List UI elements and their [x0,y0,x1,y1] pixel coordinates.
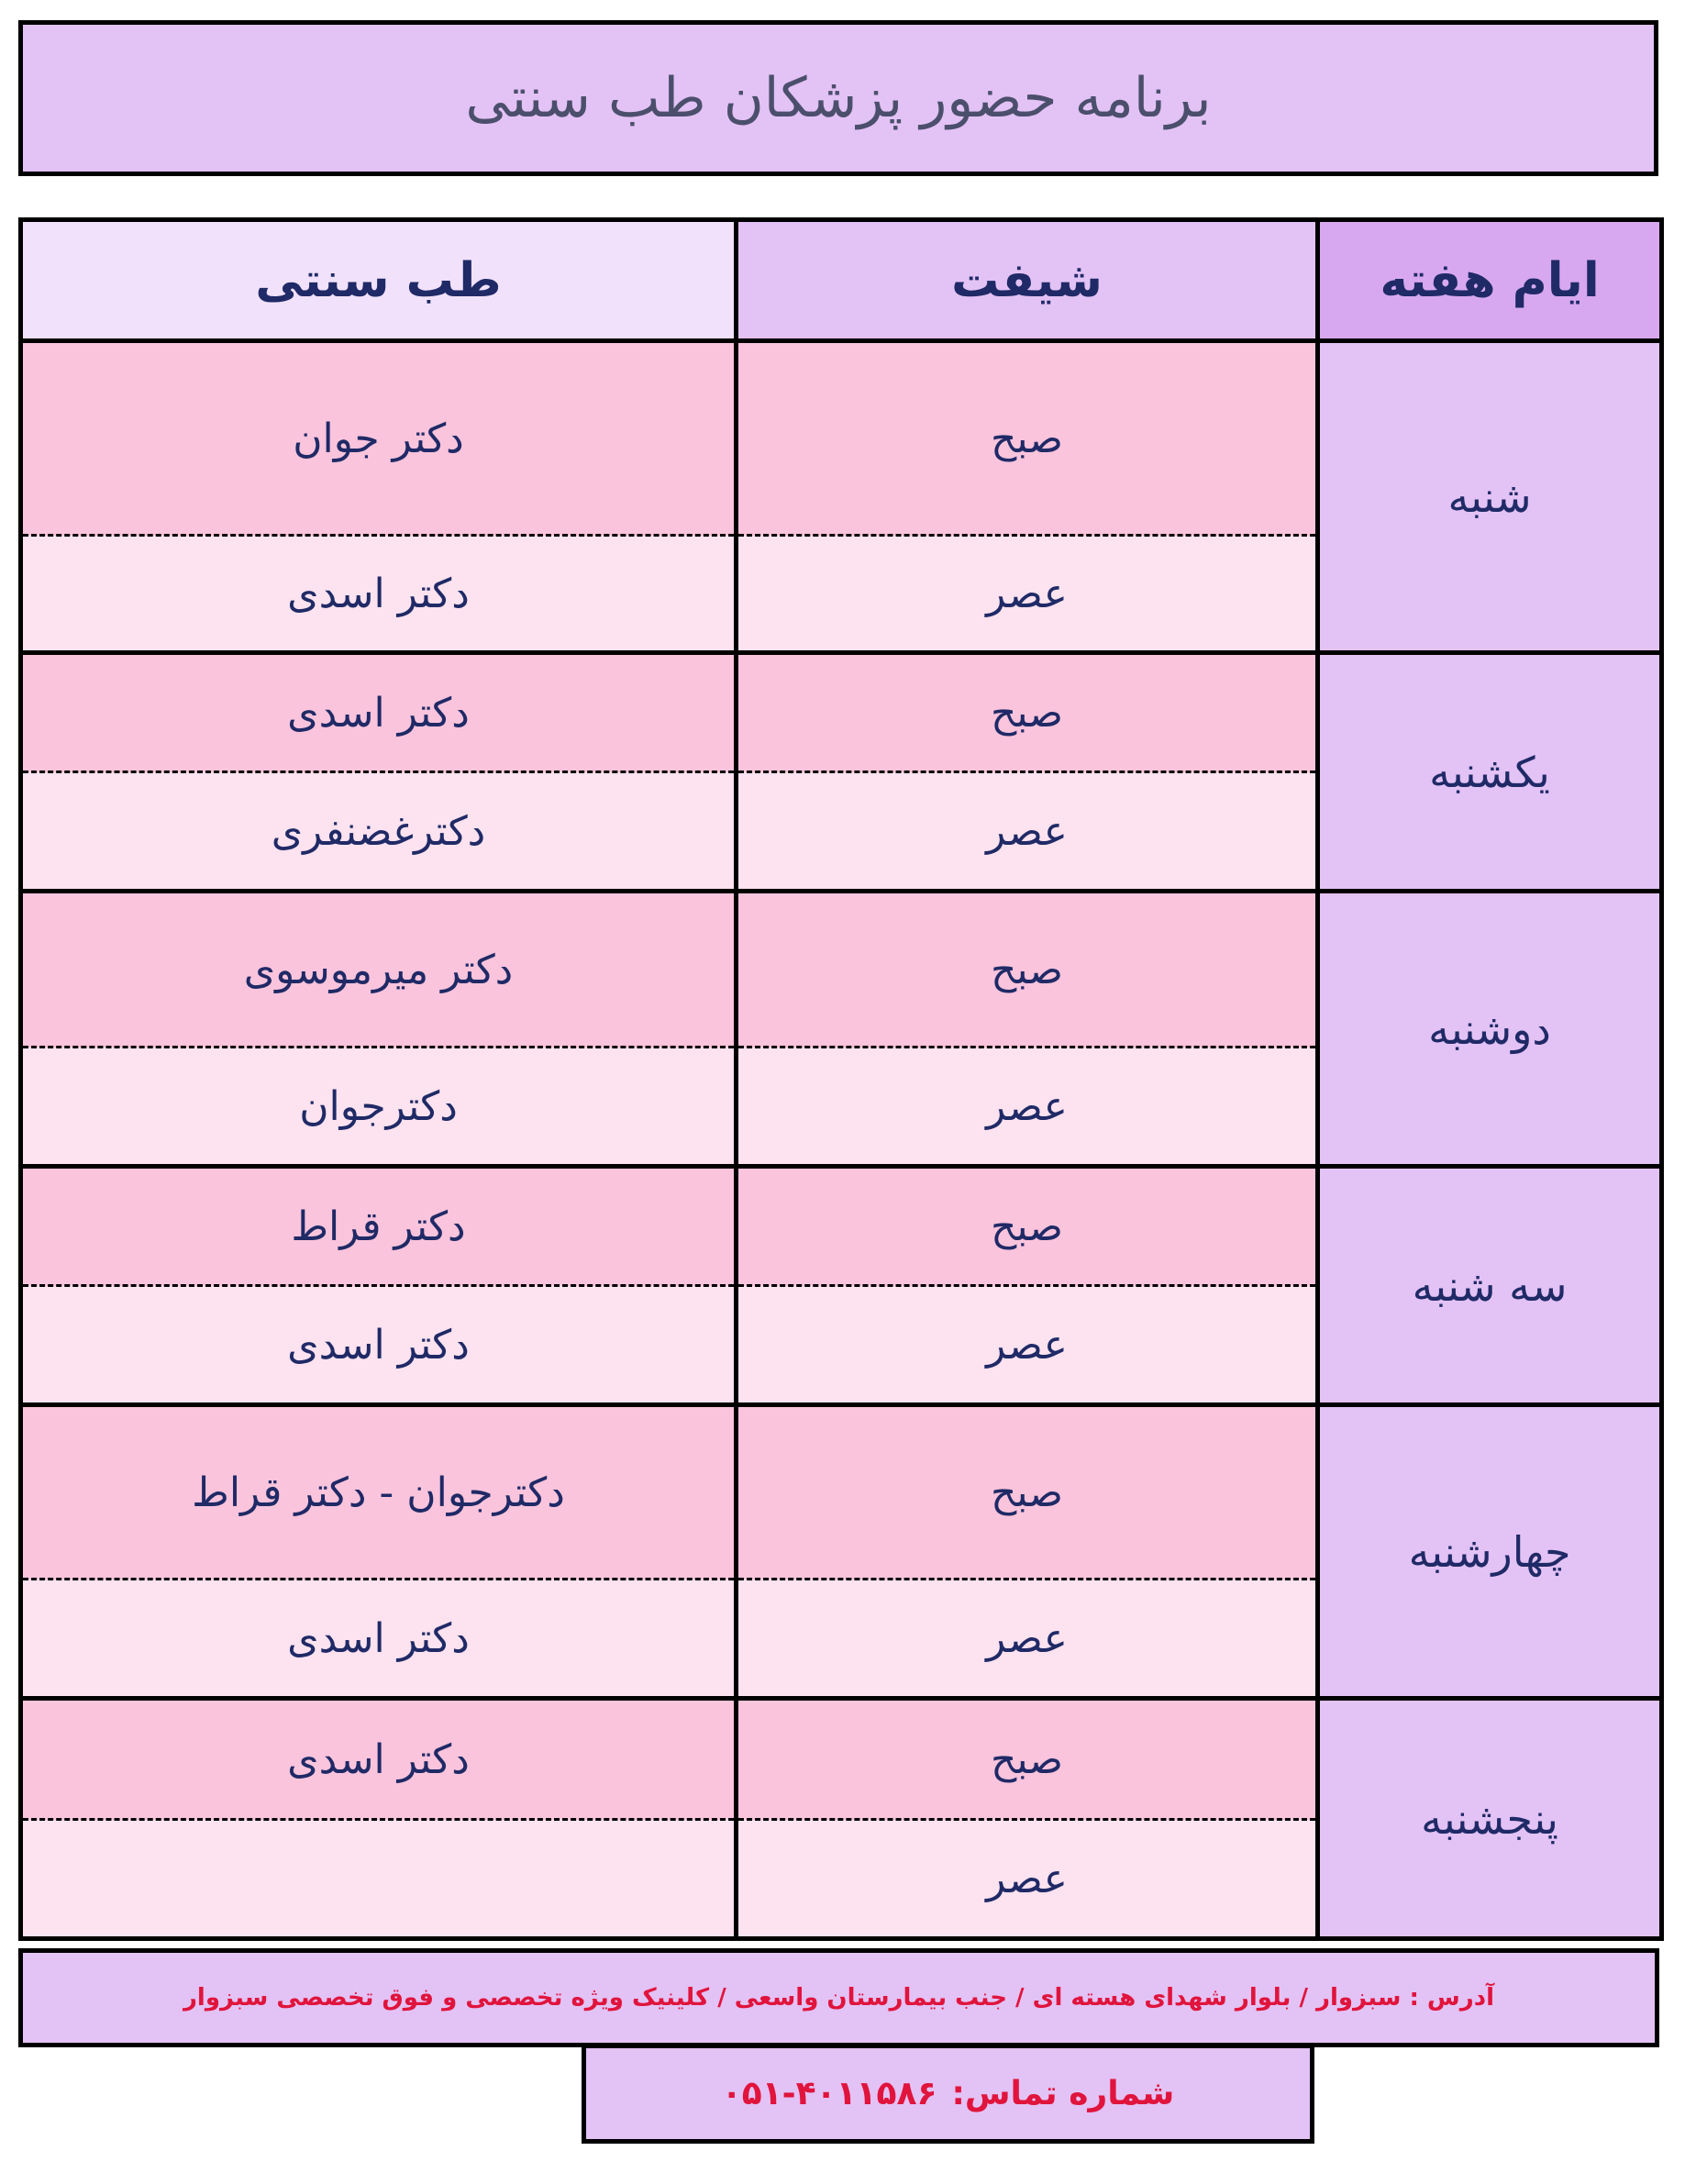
day-cell: شنبه [1318,341,1662,653]
address-text: آدرس : سبزوار / بلوار شهدای هسته ای / جنب بیمارستان واسعی / کلینیک ویژه تخصصی و فوق تخصصی سبزوار [183,1984,1495,2012]
schedule-table [18,217,1664,1941]
doctor-cell: دکترغضنفری [21,772,737,892]
contact-number[interactable]: ۰۵۱-۴۰۱۱۵۸۶ [721,2075,937,2112]
doctor-cell: دکتر اسدی [21,1286,737,1405]
shift-cell: صبح [737,1405,1318,1580]
header-shift: شیفت [737,220,1318,341]
shift-cell: صبح [737,653,1318,772]
contact-label: شماره تماس: [951,2075,1175,2112]
doctor-cell: دکتر اسدی [21,1580,737,1699]
doctor-cell [21,1820,737,1939]
shift-cell: عصر [737,1048,1318,1167]
day-cell: یکشنبه [1318,653,1662,892]
doctor-cell: دکتر اسدی [21,1699,737,1820]
day-cell: دوشنبه [1318,892,1662,1167]
header-row [21,220,1662,341]
table-row [21,892,1662,1048]
doctor-cell: دکتر قراط [21,1167,737,1286]
table-row [21,1167,1662,1286]
header-day: ایام هفته [1318,220,1662,341]
page-title-box [18,20,1658,176]
day-cell: پنجشنبه [1318,1699,1662,1939]
day-cell: سه شنبه [1318,1167,1662,1405]
address-box [18,1948,1659,2047]
doctor-cell: دکتر اسدی [21,536,737,653]
doctor-cell: دکترجوان [21,1048,737,1167]
doctor-cell: دکترجوان - دکتر قراط [21,1405,737,1580]
page-title: برنامه حضور پزشکان طب سنتی [465,66,1212,130]
contact-box [582,2044,1314,2144]
table-row [21,341,1662,536]
shift-cell: صبح [737,1167,1318,1286]
table-row [21,1699,1662,1820]
doctor-cell: دکتر میرموسوی [21,892,737,1048]
day-cell: چهارشنبه [1318,1405,1662,1699]
shift-cell: صبح [737,341,1318,536]
doctor-cell: دکتر اسدی [21,653,737,772]
table-row [21,1405,1662,1580]
shift-cell: عصر [737,536,1318,653]
shift-cell: عصر [737,1286,1318,1405]
shift-cell: عصر [737,772,1318,892]
shift-cell: صبح [737,1699,1318,1820]
table-row [21,653,1662,772]
doctor-cell: دکتر جوان [21,341,737,536]
shift-cell: صبح [737,892,1318,1048]
shift-cell: عصر [737,1820,1318,1939]
shift-cell: عصر [737,1580,1318,1699]
header-doctor: طب سنتی [21,220,737,341]
